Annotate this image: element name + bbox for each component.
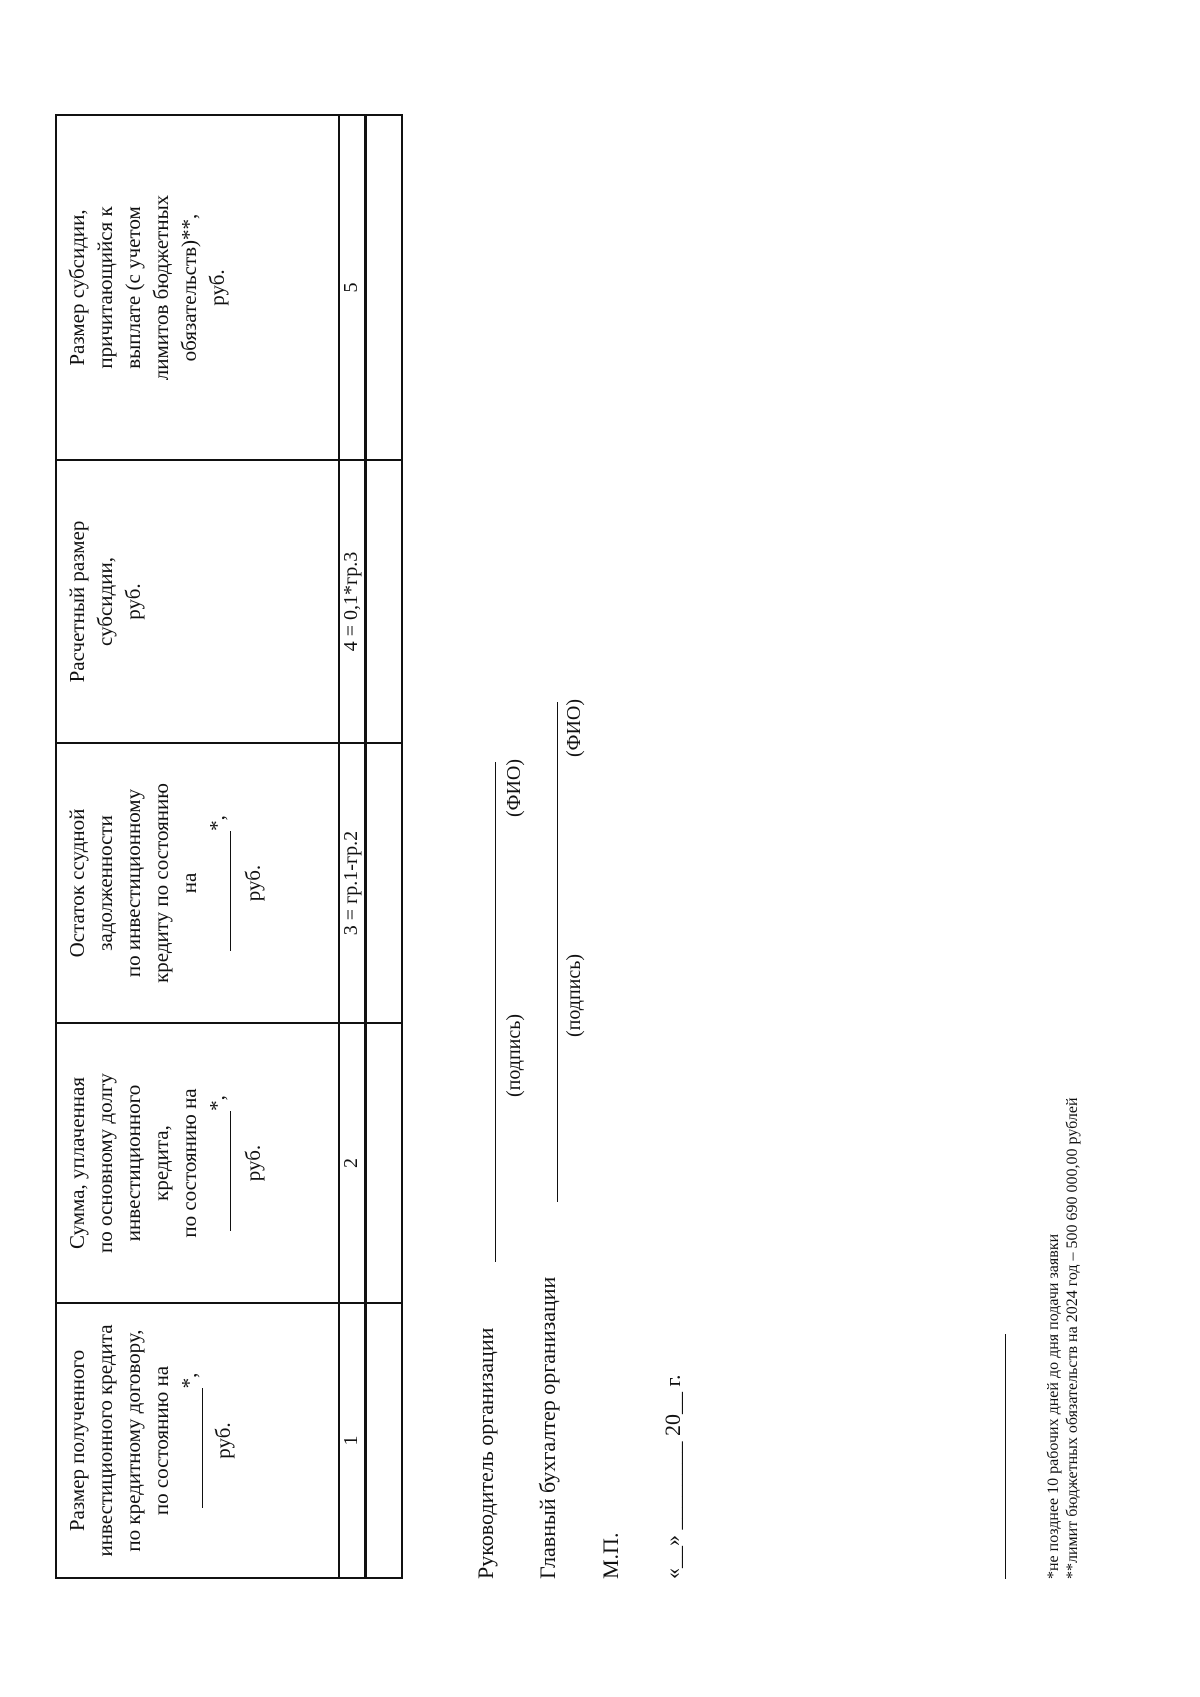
header-line: Размер полученного xyxy=(65,1349,89,1532)
header-cell-paid-principal xyxy=(56,1023,339,1303)
column-number: 2 xyxy=(339,1023,366,1303)
header-line: Расчетный размер xyxy=(65,520,89,683)
table-header-row xyxy=(56,115,339,1578)
header-line: Сумма, уплаченная xyxy=(65,1077,89,1249)
header-line: по инвестиционному xyxy=(121,788,145,978)
footnote-1: *не позднее 10 рабочих дней до дня подачи заявки xyxy=(1045,1233,1062,1579)
header-line: обязательств)**, xyxy=(177,213,201,362)
accountant-label: Главный бухгалтер организации xyxy=(535,1276,560,1579)
header-line: инвестиционного xyxy=(121,1084,145,1242)
header-line: кредита, xyxy=(149,1125,173,1201)
header-cell-subsidy-payable xyxy=(56,115,339,460)
head-name-caption: (ФИО) xyxy=(503,758,525,817)
table-cell[interactable] xyxy=(366,460,403,743)
date-blank-line xyxy=(203,1028,231,1298)
date-blank-line xyxy=(203,748,231,1018)
header-line: лимитов бюджетных xyxy=(149,194,173,381)
header-line: по состоянию на xyxy=(177,1088,201,1238)
footnote-mark: *, xyxy=(177,1372,201,1389)
column-number: 3 = гр.1-гр.2 xyxy=(339,743,366,1023)
header-cell-estimated-subsidy xyxy=(56,460,339,743)
header-cell-received-credit xyxy=(56,1303,339,1578)
accountant-signature-caption: (подпись) xyxy=(563,953,585,1037)
head-label: Руководитель организации xyxy=(473,1327,498,1579)
table-cell[interactable] xyxy=(366,115,403,460)
footnote-2: **лимит бюджетных обязательств на 2024 год – 500 690 000,00 рублей xyxy=(1064,1097,1081,1579)
blank-field[interactable] xyxy=(206,1111,231,1231)
footnote-mark: *, xyxy=(205,1095,229,1111)
seal-label: М.П. xyxy=(598,1532,623,1579)
head-signature-caption: (подпись) xyxy=(503,1013,525,1097)
header-line: руб. xyxy=(205,269,229,306)
table-cell[interactable] xyxy=(366,1023,403,1303)
date-blank-line xyxy=(175,1308,203,1573)
unit-label: руб. xyxy=(241,1144,265,1182)
head-signature-line[interactable] xyxy=(495,762,496,1262)
header-line: инвестиционного кредита xyxy=(93,1324,117,1557)
unit-label: руб. xyxy=(211,1422,235,1459)
column-number: 1 xyxy=(339,1303,366,1578)
column-number-row xyxy=(339,115,366,1578)
header-line: субсидии, xyxy=(93,557,117,646)
accountant-signature-line[interactable] xyxy=(557,702,558,1202)
blank-field[interactable] xyxy=(178,1388,203,1508)
header-line: по основному долгу xyxy=(93,1073,117,1253)
unit-label: руб. xyxy=(241,864,265,902)
accountant-name-caption: (ФИО) xyxy=(563,698,585,757)
column-number: 4 = 0,1*гр.3 xyxy=(339,460,366,743)
footnote-separator xyxy=(1005,1334,1006,1579)
header-line: на xyxy=(177,872,201,894)
header-line: Размер субсидии, xyxy=(65,209,89,366)
subsidy-calculation-table xyxy=(55,114,403,1579)
header-line: кредиту по состоянию xyxy=(149,783,173,983)
header-line: Остаток ссудной xyxy=(65,808,89,958)
table-data-row xyxy=(366,115,403,1578)
table-cell[interactable] xyxy=(366,1303,403,1578)
header-line: выплате (с учетом xyxy=(121,206,145,369)
blank-field[interactable] xyxy=(206,831,231,951)
header-line: задолженности xyxy=(93,815,117,951)
footnote-mark: *, xyxy=(205,815,229,831)
header-line: причитающийся к xyxy=(93,206,117,369)
table-cell[interactable] xyxy=(366,743,403,1023)
header-line: руб. xyxy=(121,583,145,620)
date-line[interactable]: «__» ________ 20__ г. xyxy=(660,1374,685,1579)
header-cell-loan-balance xyxy=(56,743,339,1023)
header-line: по кредитному договору, xyxy=(121,1329,145,1552)
column-number: 5 xyxy=(339,115,366,460)
header-line: по состоянию на xyxy=(149,1365,173,1516)
